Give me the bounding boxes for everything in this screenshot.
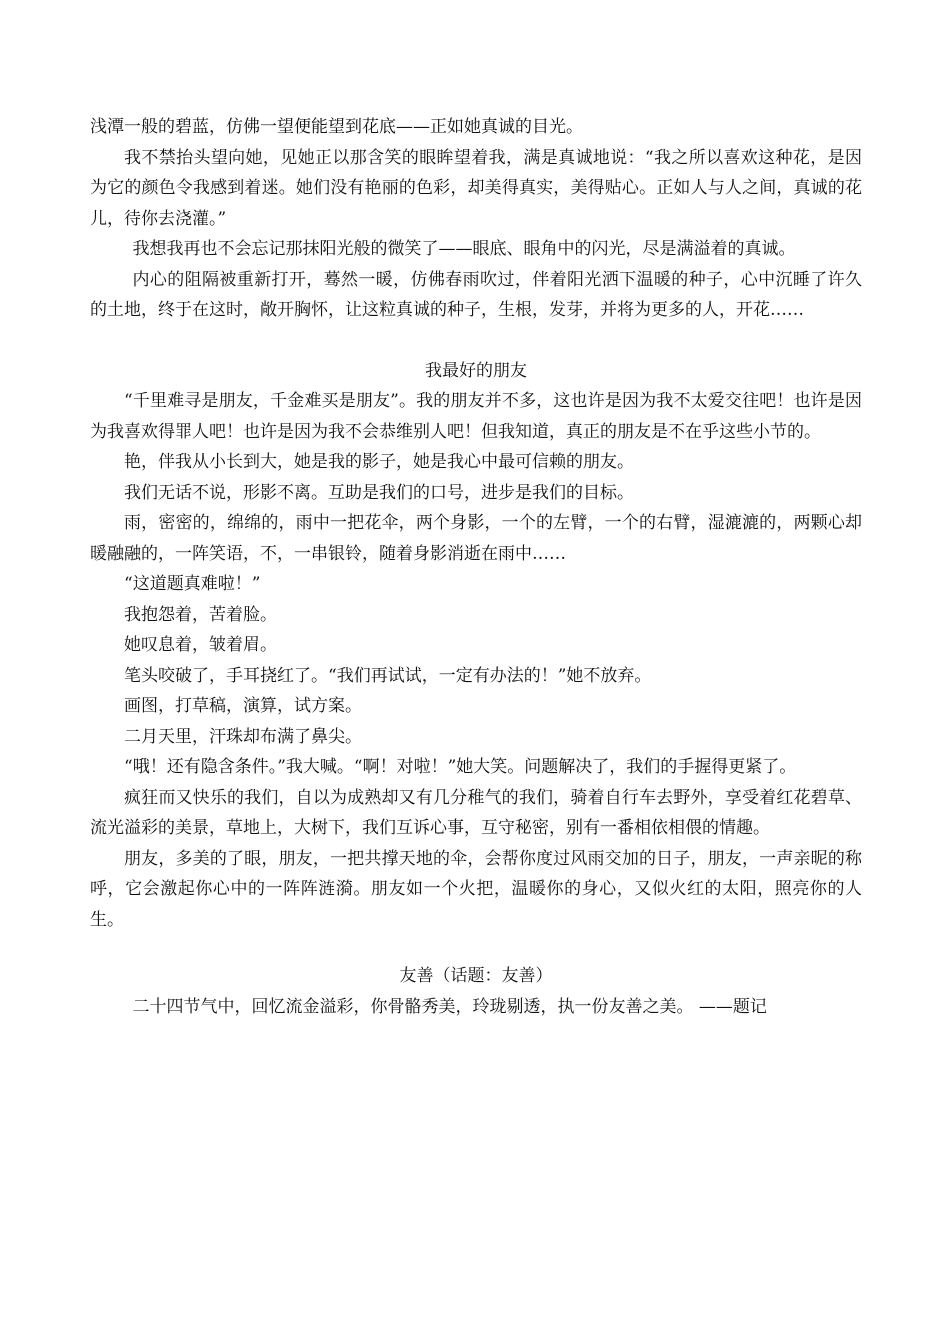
section-spacer — [90, 935, 862, 961]
paragraph: 我想我再也不会忘记那抹阳光般的微笑了——眼底、眼角中的闪光，尽是满溢着的真诚。 — [132, 239, 796, 259]
essay-section-best-friend — [90, 356, 862, 936]
paragraph: “哦！还有隐含条件。”我大喊。“啊！对啦！”她大笑。问题解决了，我们的手握得更紧了。 — [124, 757, 797, 777]
essay-title: 友善（话题：友善） — [399, 966, 553, 986]
essay-section-kindness — [90, 961, 862, 1022]
essay-title: 我最好的朋友 — [425, 360, 527, 381]
paragraph: “千里难寻是朋友，千金难买是朋友”。我的朋友并不多，这也许是因为我不太爱交往吧！也许是因为我喜欢得罪人吧！也许是因为我不会恭维别人吧！但我知道，真正的朋友是不在乎这些小节的。 — [90, 391, 862, 442]
paragraph: 艳，伴我从小长到大，她是我的影子，她是我心中最可信赖的朋友。 — [124, 452, 634, 472]
paragraph: 朋友，多美的了眼，朋友，一把共撑天地的伞，会帮你度过风雨交加的日子，朋友，一声亲昵的称呼，它会激起你心中的一阵阵涟漪。朋友如一个火把，温暖你的身心，又似火红的太阳，照亮你的人生。 — [90, 848, 862, 930]
paragraph: 画图，打草稿，演算，试方案。 — [124, 696, 362, 716]
paragraph: “这道题真难啦！” — [124, 574, 261, 594]
paragraph: 内心的阻隔被重新打开，蓦然一暖，仿佛春雨吹过，伴着阳光洒下温暖的种子，心中沉睡了许久的土地，终于在这时，敞开胸怀，让这粒真诚的种子，生根，发芽，并将为更多的人，开花…… — [90, 269, 862, 320]
paragraph: 浅潭一般的碧蓝，仿佛一望便能望到花底——正如她真诚的目光。 — [90, 117, 583, 137]
paragraph: 她叹息着，皱着眉。 — [124, 635, 277, 655]
paragraph: 二月天里，汗珠却布满了鼻尖。 — [124, 726, 362, 747]
paragraph: 我抱怨着，苦着脸。 — [124, 604, 277, 625]
paragraph: 二十四节气中，回忆流金溢彩，你骨骼秀美，玲珑剔透，执一份友善之美。 ——题记 — [132, 996, 767, 1017]
document-page — [90, 112, 862, 1022]
paragraph: 雨，密密的，绵绵的，雨中一把花伞，两个身影，一个的左臂，一个的右臂，湿漉漉的，两颗心却暖融融的，一阵笑语，不，一串银铃，随着身影消逝在雨中…… — [90, 513, 862, 564]
paragraph: 我不禁抬头望向她，见她正以那含笑的眼眸望着我，满是真诚地说：“我之所以喜欢这种花，是因为它的颜色令我感到着迷。她们没有艳丽的色彩，却美得真实，美得贴心。正如人与人之间，真诚的花儿，待你去浇灌。” — [90, 147, 862, 229]
paragraph: 我们无话不说，形影不离。互助是我们的口号，进步是我们的目标。 — [124, 482, 634, 503]
essay-section-sincerity — [90, 112, 862, 326]
section-spacer — [90, 326, 862, 356]
paragraph: 笔头咬破了，手耳挠红了。“我们再试试，一定有办法的！”她不放弃。 — [124, 665, 652, 686]
paragraph: 疯狂而又快乐的我们，自以为成熟却又有几分稚气的我们，骑着自行车去野外，享受着红花碧草、流光溢彩的美景，草地上，大树下，我们互诉心事，互守秘密，别有一番相依相偎的情趣。 — [90, 787, 862, 838]
